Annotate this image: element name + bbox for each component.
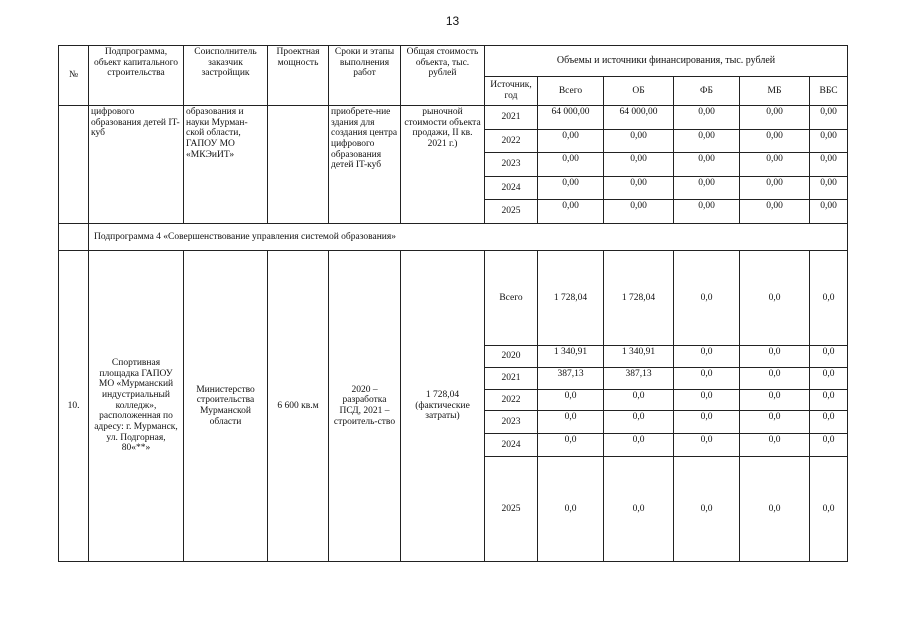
mb-cell: 0,0 <box>740 411 810 434</box>
fb-cell: 0,0 <box>674 368 740 390</box>
year-cell: 2025 <box>485 457 538 562</box>
vbs-cell: 0,00 <box>810 177 848 200</box>
total-cell: 1 728,04 <box>538 251 604 346</box>
object-cell: Спортивная площадка ГАПОУ МО «Мурманский индустриальный колледж», расположенная по адресу: г. Мурманск, ул. Подгорная, 80«**» <box>89 251 184 562</box>
page-number: 13 <box>445 14 460 28</box>
fb-cell: 0,00 <box>674 200 740 224</box>
header-ob: ОБ <box>604 77 674 106</box>
total-cell: 0,00 <box>538 200 604 224</box>
mb-cell: 0,0 <box>740 251 810 346</box>
fb-cell: 0,00 <box>674 177 740 200</box>
mb-cell: 0,00 <box>740 106 810 130</box>
fb-cell: 0,00 <box>674 106 740 130</box>
row-num-cell <box>59 106 89 224</box>
ob-cell: 64 000,00 <box>604 106 674 130</box>
ob-cell: 1 728,04 <box>604 251 674 346</box>
header-num: № <box>59 46 89 106</box>
header-cost: Общая стоимость объекта, тыс. рублей <box>401 46 485 106</box>
total-cell: 0,0 <box>538 457 604 562</box>
vbs-cell: 0,0 <box>810 457 848 562</box>
year-cell: 2020 <box>485 346 538 368</box>
year-cell: 2021 <box>485 106 538 130</box>
total-cell: 1 340,91 <box>538 346 604 368</box>
financing-table <box>58 45 848 562</box>
header-total: Всего <box>538 77 604 106</box>
total-cell: 387,13 <box>538 368 604 390</box>
mb-cell: 0,0 <box>740 368 810 390</box>
fb-cell: 0,00 <box>674 153 740 177</box>
ob-cell: 1 340,91 <box>604 346 674 368</box>
year-cell: 2022 <box>485 390 538 411</box>
vbs-cell: 0,00 <box>810 153 848 177</box>
vbs-cell: 0,00 <box>810 200 848 224</box>
ob-cell: 0,00 <box>604 177 674 200</box>
mb-cell: 0,0 <box>740 390 810 411</box>
mb-cell: 0,0 <box>740 346 810 368</box>
mb-cell: 0,0 <box>740 434 810 457</box>
mb-cell: 0,0 <box>740 457 810 562</box>
year-cell: 2024 <box>485 177 538 200</box>
ob-cell: 0,0 <box>604 434 674 457</box>
fb-cell: 0,0 <box>674 390 740 411</box>
year-cell: 2021 <box>485 368 538 390</box>
total-cell: 0,00 <box>538 177 604 200</box>
year-cell: 2023 <box>485 411 538 434</box>
capacity-cell: 6 600 кв.м <box>268 251 329 562</box>
vbs-cell: 0,00 <box>810 106 848 130</box>
ob-cell: 0,0 <box>604 390 674 411</box>
mb-cell: 0,00 <box>740 200 810 224</box>
ob-cell: 0,00 <box>604 130 674 153</box>
year-cell: 2023 <box>485 153 538 177</box>
ob-cell: 0,0 <box>604 457 674 562</box>
total-cell: 0,00 <box>538 153 604 177</box>
fb-cell: 0,00 <box>674 130 740 153</box>
table-row <box>59 106 848 130</box>
table-row <box>59 251 848 346</box>
total-cell: 64 000,00 <box>538 106 604 130</box>
header-executor: Соисполнитель заказчик застройщик <box>184 46 268 106</box>
row-num-cell: 10. <box>59 251 89 562</box>
subprogram-title: Подпрограмма 4 «Совершенствование управления системой образования» <box>89 224 848 251</box>
capacity-cell <box>268 106 329 224</box>
fb-cell: 0,0 <box>674 434 740 457</box>
header-terms: Сроки и этапы выполнения работ <box>329 46 401 106</box>
ob-cell: 0,0 <box>604 411 674 434</box>
object-cell: цифрового образования детей IT-куб <box>89 106 184 224</box>
fb-cell: 0,0 <box>674 457 740 562</box>
vbs-cell: 0,00 <box>810 130 848 153</box>
executor-cell: Министерство строительства Мурманской области <box>184 251 268 562</box>
ob-cell: 0,00 <box>604 200 674 224</box>
year-cell: 2022 <box>485 130 538 153</box>
header-volumes: Объемы и источники финансирования, тыс. рублей <box>485 46 848 77</box>
vbs-cell: 0,0 <box>810 411 848 434</box>
mb-cell: 0,00 <box>740 130 810 153</box>
terms-cell: приобрете-ние здания для создания центра цифрового образования детей IT-куб <box>329 106 401 224</box>
total-cell: 0,00 <box>538 130 604 153</box>
total-cell: 0,0 <box>538 434 604 457</box>
header-capacity: Проектная мощность <box>268 46 329 106</box>
subprogram-row <box>59 224 848 251</box>
ob-cell: 0,00 <box>604 153 674 177</box>
cost-cell: 1 728,04 (фактические затраты) <box>401 251 485 562</box>
total-cell: 0,0 <box>538 390 604 411</box>
header-object: Подпрограмма, объект капитального строительства <box>89 46 184 106</box>
vbs-cell: 0,0 <box>810 346 848 368</box>
fb-cell: 0,0 <box>674 251 740 346</box>
header-vbs: ВБС <box>810 77 848 106</box>
vbs-cell: 0,0 <box>810 368 848 390</box>
header-mb: МБ <box>740 77 810 106</box>
header-row-1 <box>59 46 848 77</box>
vbs-cell: 0,0 <box>810 434 848 457</box>
row-num-cell <box>59 224 89 251</box>
vbs-cell: 0,0 <box>810 390 848 411</box>
terms-cell: 2020 – разработка ПСД, 2021 – строитель-ство <box>329 251 401 562</box>
header-source-year: Источник, год <box>485 77 538 106</box>
year-cell: 2024 <box>485 434 538 457</box>
mb-cell: 0,00 <box>740 153 810 177</box>
ob-cell: 387,13 <box>604 368 674 390</box>
vbs-cell: 0,0 <box>810 251 848 346</box>
total-label-cell: Всего <box>485 251 538 346</box>
executor-cell: образования и науки Мурман-ской области, ГАПОУ МО «МКЭиИТ» <box>184 106 268 224</box>
fb-cell: 0,0 <box>674 346 740 368</box>
year-cell: 2025 <box>485 200 538 224</box>
fb-cell: 0,0 <box>674 411 740 434</box>
mb-cell: 0,00 <box>740 177 810 200</box>
total-cell: 0,0 <box>538 411 604 434</box>
header-fb: ФБ <box>674 77 740 106</box>
cost-cell: рыночной стоимости объекта продажи, II кв. 2021 г.) <box>401 106 485 224</box>
